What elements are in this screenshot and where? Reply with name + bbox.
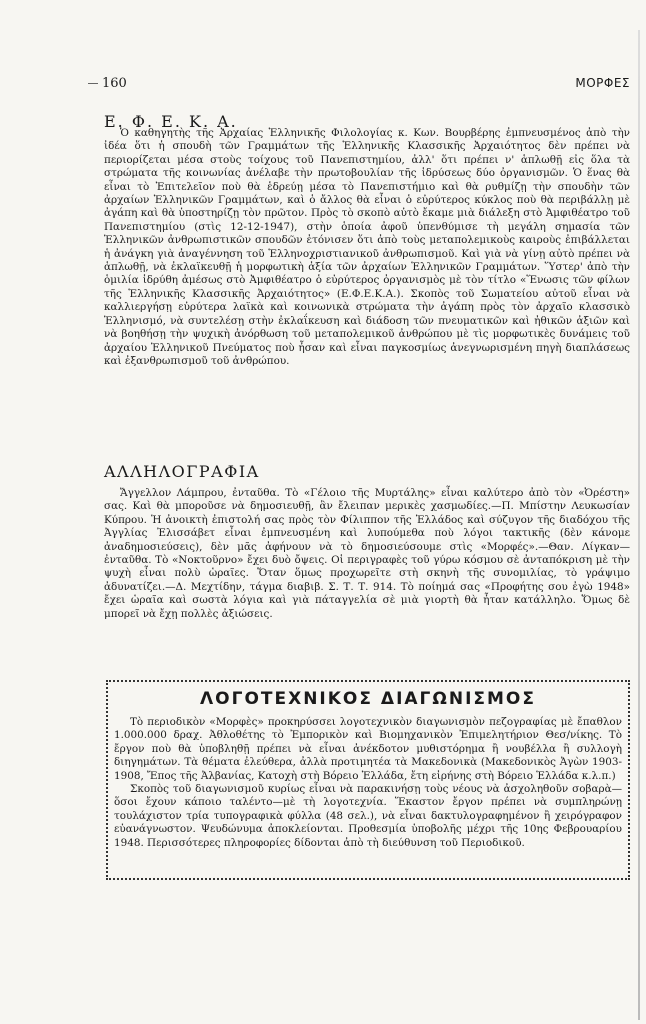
efeka-paragraph: Ὁ καθηγητὴς τῆς Ἀρχαίας Ἑλληνικῆς Φιλολογίας κ. Κων. Βουρβέρης ἐμπνευσμένος ἀπὸ τὴν ἰδέα ὅτι ἡ σπουδὴ τῶν Γραμμάτων τῆς Ἑλληνικῆς Κλασσικῆς Ἀρχαιότητος δὲν πρέπει νὰ περιορίζεται μέσα στοὺς τοίχους τοῦ Πανεπιστημίου, ἀλλ' ὅτι πρέπει ν' ἁπλωθῇ εἰς ὅλα τὰ στρώματα τῆς κοινωνίας ἀνέλαβε τὴν πρωτοβουλίαν τῆς ἱδρύσεως δύο ὀργανισμῶν. Ὁ ἕνας θὰ εἶναι τὸ Ἐπιτελεῖον ποὺ θὰ ἑδρεύῃ μέσα τὸ Πανεπιστήμιο καὶ θὰ ρυθμίζῃ τὴν σπουδὴν τῶν ἀρχαίων Ἑλληνικῶν Γραμμάτων, καὶ ὁ ἄλλος θὰ εἶναι ὁ εὐρύτερος κύκλος ποὺ θὰ περιβάλλῃ μὲ ἀγάπη καὶ θὰ ὑποστηρίζῃ τὸν πρῶτον. Πρὸς τὸ σκοπὸ αὐτὸ ἔκαμε μιὰ διάλεξη στὸ Ἀμφιθέατρο τοῦ Πανεπιστημίου (στὶς 12-12-1947), στὴν ὁποία ἀφοῦ ὑπενθύμισε τὴ μεγάλη σημασία τῶν Ἑλληνικῶν ἀνθρωπιστικῶν σπουδῶν ἐτόνισεν ὅτι ἀπὸ τοὺς μεταπολεμικοὺς καιροὺς ἐπιβάλλεται ἡ ἀνάγκη γιὰ ἀναγέννηση τοῦ Ἑλληνοχριστιανικοῦ ἀνθρωπισμοῦ. Καὶ γιὰ νὰ γίνῃ αὐτὸ πρέπει νὰ ἁπλωθῇ, νὰ ἐκλαϊκευθῇ ἡ μορφωτικὴ ἀξία τῶν ἀρχαίων Ἑλληνικῶν Γραμμάτων. Ὕστερ' ἀπὸ τὴν ὁμιλία ἱδρύθη ἀμέσως στὸ Ἀμφιθέατρο ὁ εὐρύτερος ὀργανισμὸς μὲ τὸν τίτλο «Ἕνωσις τῶν φίλων τῆς Ἑλληνικῆς Κλασσικῆς Ἀρχαιότητος» (Ε.Φ.Ε.Κ.Α.). Σκοπὸς τοῦ Σωματείου αὐτοῦ εἶναι νὰ καλλιεργήσῃ εὐρύτερα λαϊκὰ καὶ κοινωνικὰ στρώματα τὴν ἀγάπη πρὸς τὸν ἀρχαῖο κλασσικὸ Ἑλληνισμό, νὰ συντελέσῃ στὴν ἐκλαΐκευση καὶ διάδοση τῶν πνευματικῶν καὶ ἠθικῶν ἀξιῶν καὶ νὰ βοηθήσῃ τὴν ψυχικὴ ἀνόρθωση τοῦ μεταπολεμικοῦ ἀνθρώπου μὲ τὶς μορφωτικὲς δυνάμεις τοῦ ἀρχαίου Ἑλληνικοῦ Πνεύματος ποὺ ἦσαν καὶ εἶναι παγκοσμίως ἀνεγνωρισμένη πηγὴ διαπλάσεως καὶ ἐξανθρωπισμοῦ τοῦ ἀνθρώπου.: [104, 127, 630, 367]
section-title-efeka: Ε. Φ. Ε. Κ. Α.: [104, 112, 238, 131]
contest-paragraph-2: Σκοπὸς τοῦ διαγωνισμοῦ κυρίως εἶναι νὰ παρακινήσῃ τοὺς νέους νὰ ἀσχοληθοῦν σοβαρὰ—ὅσοι ἔχουν κάποιο ταλέντο—μὲ τὴ λογοτεχνία. Ἕκαστον ἔργον πρέπει νὰ συμπληρώνῃ τουλάχιστον τρία τυπογραφικὰ φύλλα (48 σελ.), νὰ εἶναι δακτυλογραφημένον ἢ χειρόγραφον εὐανάγνωστον. Ψευδώνυμα ἀποκλείονται. Προθεσμία ὑποβολῆς μέχρι τῆς 10ης Φεβρουαρίου 1948. Περισσότερες πληροφορίες δίδονται ἀπὸ τὴ διεύθυνση τοῦ Περιοδικοῦ.: [114, 783, 622, 849]
correspondence-paragraph: Ἄγγελλον Λάμπρου, ἐνταῦθα. Τὸ «Γέλοιο τῆς Μυρτάλης» εἶναι καλύτερο ἀπὸ τὸν «Ὀρέστη» σας. Καὶ θὰ μποροῦσε νὰ δημοσιευθῇ, ἂν ἔλειπαν μερικὲς χασμωδίες.—Π. Μπίστην Λευκωσίαν Κύπρου. Ἡ ἀνοικτὴ ἐπιστολή σας πρὸς τὸν Φίλιππον τῆς Ἑλλάδος καὶ σύζυγον τῆς διαδόχου τῆς Ἀγγλίας Ἐλισσάβετ εἶναι ἐμπνευσμένη καὶ λυπούμεθα ποὺ λόγοι τακτικῆς (δὲν κάνομε ἀναδημοσιεύσεις), δὲν μᾶς ἀφήνουν νὰ τὸ δημοσιεύσουμε στὶς «Μορφές».—Θαν. Λίγκαν—ἐνταῦθα. Τὸ «Νοκτοῦρνο» ἔχει δυὸ ὄψεις. Οἱ περιγραφὲς τοῦ γύρω κόσμου σὲ ἀνταπόκριση μὲ τὴν ψυχὴ εἶναι πολὺ ὡραῖες. Ὅταν ὅμως προχωρεῖτε στὴ σκηνὴ τῆς συνομιλίας, τὸ γράψιμο ἀδυνατίζει.—Δ. Μεχτίδην, τάγμα διαβιβ. Σ. Τ. Τ. 914. Τὸ ποίημά σας «Προφήτης σου ἐγὼ 1948» ἔχει ὡραῖα καὶ σωστὰ λόγια καὶ γιὰ πάταγγελία σὲ μιὰ γιορτὴ θὰ ἦταν κατάλληλο. Ὅμως δὲ μπορεῖ νὰ ἔχῃ πολλὲς ἀξιώσεις.: [104, 487, 630, 620]
page-crease: [638, 30, 640, 1020]
contest-text: [114, 716, 622, 850]
contest-paragraph-1: Τὸ περιοδικὸν «Μορφὲς» προκηρύσσει λογοτεχνικὸν διαγωνισμὸν πεζογραφίας μὲ ἔπαθλον 1.000.000 δραχ. Ἀθλοθέτης τὸ Ἐμπορικὸν καὶ Βιομηχανικὸν Ἐπιμελητήριον Θεσ/νίκης. Τὸ ἔργον ποὺ θὰ ὑποβληθῇ πρέπει νὰ εἶναι ἀνέκδοτον μυθιστόρημα ἢ νουβέλλα ἢ συλλογὴ διηγημάτων. Τὰ θέματα ἐλεύθερα, ἀλλὰ προτιμητέα τὰ Μακεδονικὰ (Μακεδονικὸς Ἀγὼν 1903-1908, Ἔπος τῆς Ἀλβανίας, Κατοχὴ στὴ Βόρειο Ἑλλάδα, ἔτη εἰρήνης στὴ Βόρειο Ἑλλάδα κ.λ.π.): [114, 716, 622, 782]
page-header: [102, 76, 630, 91]
header-dash: [88, 83, 98, 84]
efeka-article: [104, 127, 630, 368]
section-title-correspondence: ΑΛΛΗΛΟΓΡΑΦΙΑ: [104, 462, 260, 481]
magazine-name: ΜΟΡΦΕΣ: [575, 76, 630, 90]
correspondence-article: [104, 487, 630, 621]
contest-title: ΛΟΓΟΤΕΧΝΙΚΟΣ ΔΙΑΓΩΝΙΣΜΟΣ: [200, 689, 536, 709]
page-number: 160: [102, 76, 127, 91]
